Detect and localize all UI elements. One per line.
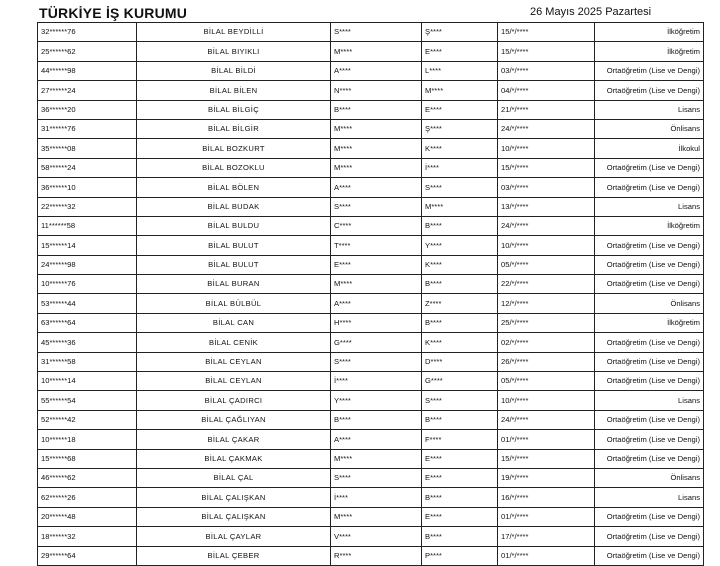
birth-date-cell: 03/*/**** (498, 178, 595, 197)
table-row (38, 42, 704, 61)
birth-date-cell: 01/*/**** (498, 430, 595, 449)
full-name-cell: BİLAL ÇAĞLIYAN (137, 410, 331, 429)
education-level-cell: Ortaöğretim (Lise ve Dengi) (595, 352, 704, 371)
table-row (38, 333, 704, 352)
full-name-cell: BİLAL CEYLAN (137, 372, 331, 391)
father-name-cell: E**** (422, 42, 498, 61)
education-level-cell: Ortaöğretim (Lise ve Dengi) (595, 158, 704, 177)
mother-name-cell: N**** (331, 81, 422, 100)
full-name-cell: BİLAL BÜLBÜL (137, 294, 331, 313)
birth-date-cell: 04/*/**** (498, 81, 595, 100)
full-name-cell: BİLAL ÇALIŞKAN (137, 488, 331, 507)
birth-date-cell: 19/*/**** (498, 468, 595, 487)
birth-date-cell: 25/*/**** (498, 313, 595, 332)
father-name-cell: B**** (422, 216, 498, 235)
father-name-cell: F**** (422, 430, 498, 449)
tc-number-cell: 63******64 (38, 313, 137, 332)
birth-date-cell: 24/*/**** (498, 216, 595, 235)
full-name-cell: BİLAL BÖLEN (137, 178, 331, 197)
table-row (38, 410, 704, 429)
education-level-cell: İlköğretim (595, 42, 704, 61)
mother-name-cell: R**** (331, 546, 422, 565)
full-name-cell: BİLAL BULUT (137, 255, 331, 274)
full-name-cell: BİLAL ÇEBER (137, 546, 331, 565)
birth-date-cell: 22/*/**** (498, 275, 595, 294)
father-name-cell: L**** (422, 61, 498, 80)
mother-name-cell: E**** (331, 255, 422, 274)
table-row (38, 100, 704, 119)
father-name-cell: Z**** (422, 294, 498, 313)
education-level-cell: Lisans (595, 100, 704, 119)
table-row (38, 197, 704, 216)
birth-date-cell: 10/*/**** (498, 391, 595, 410)
table-row (38, 488, 704, 507)
tc-number-cell: 31******76 (38, 119, 137, 138)
education-level-cell: Önlisans (595, 468, 704, 487)
page-header (0, 0, 720, 22)
tc-number-cell: 11******58 (38, 216, 137, 235)
mother-name-cell: İ**** (331, 372, 422, 391)
tc-number-cell: 32******76 (38, 23, 137, 42)
birth-date-cell: 03/*/**** (498, 61, 595, 80)
full-name-cell: BİLAL BUDAK (137, 197, 331, 216)
birth-date-cell: 24/*/**** (498, 410, 595, 429)
mother-name-cell: V**** (331, 527, 422, 546)
father-name-cell: İ**** (422, 158, 498, 177)
father-name-cell: M**** (422, 197, 498, 216)
table-row (38, 178, 704, 197)
birth-date-cell: 10/*/**** (498, 236, 595, 255)
mother-name-cell: Y**** (331, 391, 422, 410)
father-name-cell: G**** (422, 372, 498, 391)
education-level-cell: Ortaöğretim (Lise ve Dengi) (595, 507, 704, 526)
full-name-cell: BİLAL BIYIKLI (137, 42, 331, 61)
father-name-cell: K**** (422, 333, 498, 352)
father-name-cell: P**** (422, 546, 498, 565)
tc-number-cell: 10******76 (38, 275, 137, 294)
mother-name-cell: M**** (331, 139, 422, 158)
table-row (38, 352, 704, 371)
tc-number-cell: 44******98 (38, 61, 137, 80)
mother-name-cell: M**** (331, 507, 422, 526)
father-name-cell: S**** (422, 391, 498, 410)
mother-name-cell: C**** (331, 216, 422, 235)
tc-number-cell: 52******42 (38, 410, 137, 429)
birth-date-cell: 01/*/**** (498, 546, 595, 565)
mother-name-cell: S**** (331, 197, 422, 216)
education-level-cell: Ortaöğretim (Lise ve Dengi) (595, 527, 704, 546)
full-name-cell: BİLAL ÇAL (137, 468, 331, 487)
education-level-cell: Ortaöğretim (Lise ve Dengi) (595, 178, 704, 197)
table-row (38, 372, 704, 391)
full-name-cell: BİLAL BİLEN (137, 81, 331, 100)
education-level-cell: İlkokul (595, 139, 704, 158)
table-row (38, 468, 704, 487)
father-name-cell: M**** (422, 81, 498, 100)
father-name-cell: Ş**** (422, 119, 498, 138)
education-level-cell: Ortaöğretim (Lise ve Dengi) (595, 275, 704, 294)
full-name-cell: BİLAL ÇAKMAK (137, 449, 331, 468)
full-name-cell: BİLAL CENİK (137, 333, 331, 352)
tc-number-cell: 10******14 (38, 372, 137, 391)
full-name-cell: BİLAL CEYLAN (137, 352, 331, 371)
table-row (38, 527, 704, 546)
father-name-cell: B**** (422, 527, 498, 546)
mother-name-cell: A**** (331, 178, 422, 197)
education-level-cell: İlköğretim (595, 216, 704, 235)
birth-date-cell: 17/*/**** (498, 527, 595, 546)
mother-name-cell: T**** (331, 236, 422, 255)
table-row (38, 294, 704, 313)
father-name-cell: K**** (422, 139, 498, 158)
full-name-cell: BİLAL ÇADIRCI (137, 391, 331, 410)
table-row (38, 546, 704, 565)
full-name-cell: BİLAL BULDU (137, 216, 331, 235)
education-level-cell: Lisans (595, 197, 704, 216)
records-table (37, 22, 704, 566)
education-level-cell: Lisans (595, 488, 704, 507)
father-name-cell: K**** (422, 255, 498, 274)
birth-date-cell: 15/*/**** (498, 23, 595, 42)
birth-date-cell: 16/*/**** (498, 488, 595, 507)
birth-date-cell: 01/*/**** (498, 507, 595, 526)
table-row (38, 507, 704, 526)
full-name-cell: BİLAL CAN (137, 313, 331, 332)
education-level-cell: İlköğretim (595, 313, 704, 332)
education-level-cell: Ortaöğretim (Lise ve Dengi) (595, 372, 704, 391)
tc-number-cell: 58******24 (38, 158, 137, 177)
full-name-cell: BİLAL BULUT (137, 236, 331, 255)
mother-name-cell: S**** (331, 468, 422, 487)
table-row (38, 391, 704, 410)
tc-number-cell: 46******62 (38, 468, 137, 487)
birth-date-cell: 13/*/**** (498, 197, 595, 216)
father-name-cell: B**** (422, 488, 498, 507)
mother-name-cell: A**** (331, 430, 422, 449)
education-level-cell: Ortaöğretim (Lise ve Dengi) (595, 81, 704, 100)
mother-name-cell: B**** (331, 410, 422, 429)
education-level-cell: Önlisans (595, 119, 704, 138)
mother-name-cell: S**** (331, 352, 422, 371)
education-level-cell: Ortaöğretim (Lise ve Dengi) (595, 410, 704, 429)
full-name-cell: BİLAL BOZKURT (137, 139, 331, 158)
records-table-body (38, 23, 704, 566)
father-name-cell: E**** (422, 507, 498, 526)
mother-name-cell: M**** (331, 119, 422, 138)
mother-name-cell: A**** (331, 61, 422, 80)
full-name-cell: BİLAL BİLGİÇ (137, 100, 331, 119)
tc-number-cell: 36******20 (38, 100, 137, 119)
full-name-cell: BİLAL BOZOKLU (137, 158, 331, 177)
birth-date-cell: 05/*/**** (498, 372, 595, 391)
table-row (38, 119, 704, 138)
table-row (38, 255, 704, 274)
table-row (38, 23, 704, 42)
father-name-cell: Ş**** (422, 23, 498, 42)
table-row (38, 275, 704, 294)
tc-number-cell: 36******10 (38, 178, 137, 197)
full-name-cell: BİLAL BURAN (137, 275, 331, 294)
tc-number-cell: 15******68 (38, 449, 137, 468)
mother-name-cell: H**** (331, 313, 422, 332)
report-date: 26 Mayıs 2025 Pazartesi (530, 6, 652, 18)
tc-number-cell: 10******18 (38, 430, 137, 449)
tc-number-cell: 55******54 (38, 391, 137, 410)
full-name-cell: BİLAL ÇALIŞKAN (137, 507, 331, 526)
full-name-cell: BİLAL BİLGİR (137, 119, 331, 138)
father-name-cell: Y**** (422, 236, 498, 255)
tc-number-cell: 45******36 (38, 333, 137, 352)
education-level-cell: Ortaöğretim (Lise ve Dengi) (595, 236, 704, 255)
table-row (38, 430, 704, 449)
tc-number-cell: 18******32 (38, 527, 137, 546)
organization-title: TÜRKİYE İŞ KURUMU (39, 5, 188, 21)
birth-date-cell: 15/*/**** (498, 449, 595, 468)
table-row (38, 81, 704, 100)
tc-number-cell: 29******64 (38, 546, 137, 565)
mother-name-cell: G**** (331, 333, 422, 352)
birth-date-cell: 26/*/**** (498, 352, 595, 371)
birth-date-cell: 05/*/**** (498, 255, 595, 274)
birth-date-cell: 24/*/**** (498, 119, 595, 138)
birth-date-cell: 12/*/**** (498, 294, 595, 313)
father-name-cell: E**** (422, 449, 498, 468)
tc-number-cell: 27******24 (38, 81, 137, 100)
education-level-cell: Ortaöğretim (Lise ve Dengi) (595, 449, 704, 468)
full-name-cell: BİLAL ÇAYLAR (137, 527, 331, 546)
birth-date-cell: 21/*/**** (498, 100, 595, 119)
birth-date-cell: 10/*/**** (498, 139, 595, 158)
mother-name-cell: S**** (331, 23, 422, 42)
education-level-cell: Ortaöğretim (Lise ve Dengi) (595, 333, 704, 352)
father-name-cell: B**** (422, 410, 498, 429)
father-name-cell: D**** (422, 352, 498, 371)
tc-number-cell: 22******32 (38, 197, 137, 216)
education-level-cell: Ortaöğretim (Lise ve Dengi) (595, 546, 704, 565)
mother-name-cell: M**** (331, 275, 422, 294)
birth-date-cell: 02/*/**** (498, 333, 595, 352)
table-row (38, 216, 704, 235)
mother-name-cell: B**** (331, 100, 422, 119)
father-name-cell: B**** (422, 313, 498, 332)
education-level-cell: Ortaöğretim (Lise ve Dengi) (595, 430, 704, 449)
mother-name-cell: M**** (331, 158, 422, 177)
table-row (38, 139, 704, 158)
mother-name-cell: A**** (331, 294, 422, 313)
table-row (38, 236, 704, 255)
education-level-cell: Ortaöğretim (Lise ve Dengi) (595, 255, 704, 274)
tc-number-cell: 35******08 (38, 139, 137, 158)
full-name-cell: BİLAL ÇAKAR (137, 430, 331, 449)
father-name-cell: E**** (422, 468, 498, 487)
table-row (38, 61, 704, 80)
education-level-cell: Önlisans (595, 294, 704, 313)
mother-name-cell: M**** (331, 42, 422, 61)
birth-date-cell: 15/*/**** (498, 158, 595, 177)
tc-number-cell: 62******26 (38, 488, 137, 507)
full-name-cell: BİLAL BİLDİ (137, 61, 331, 80)
tc-number-cell: 31******58 (38, 352, 137, 371)
father-name-cell: E**** (422, 100, 498, 119)
father-name-cell: B**** (422, 275, 498, 294)
table-row (38, 449, 704, 468)
tc-number-cell: 20******48 (38, 507, 137, 526)
education-level-cell: Lisans (595, 391, 704, 410)
tc-number-cell: 24******98 (38, 255, 137, 274)
tc-number-cell: 25******62 (38, 42, 137, 61)
full-name-cell: BİLAL BEYDİLLİ (137, 23, 331, 42)
table-row (38, 158, 704, 177)
mother-name-cell: İ**** (331, 488, 422, 507)
birth-date-cell: 15/*/**** (498, 42, 595, 61)
mother-name-cell: M**** (331, 449, 422, 468)
education-level-cell: İlköğretim (595, 23, 704, 42)
tc-number-cell: 15******14 (38, 236, 137, 255)
tc-number-cell: 53******44 (38, 294, 137, 313)
father-name-cell: S**** (422, 178, 498, 197)
education-level-cell: Ortaöğretim (Lise ve Dengi) (595, 61, 704, 80)
table-row (38, 313, 704, 332)
